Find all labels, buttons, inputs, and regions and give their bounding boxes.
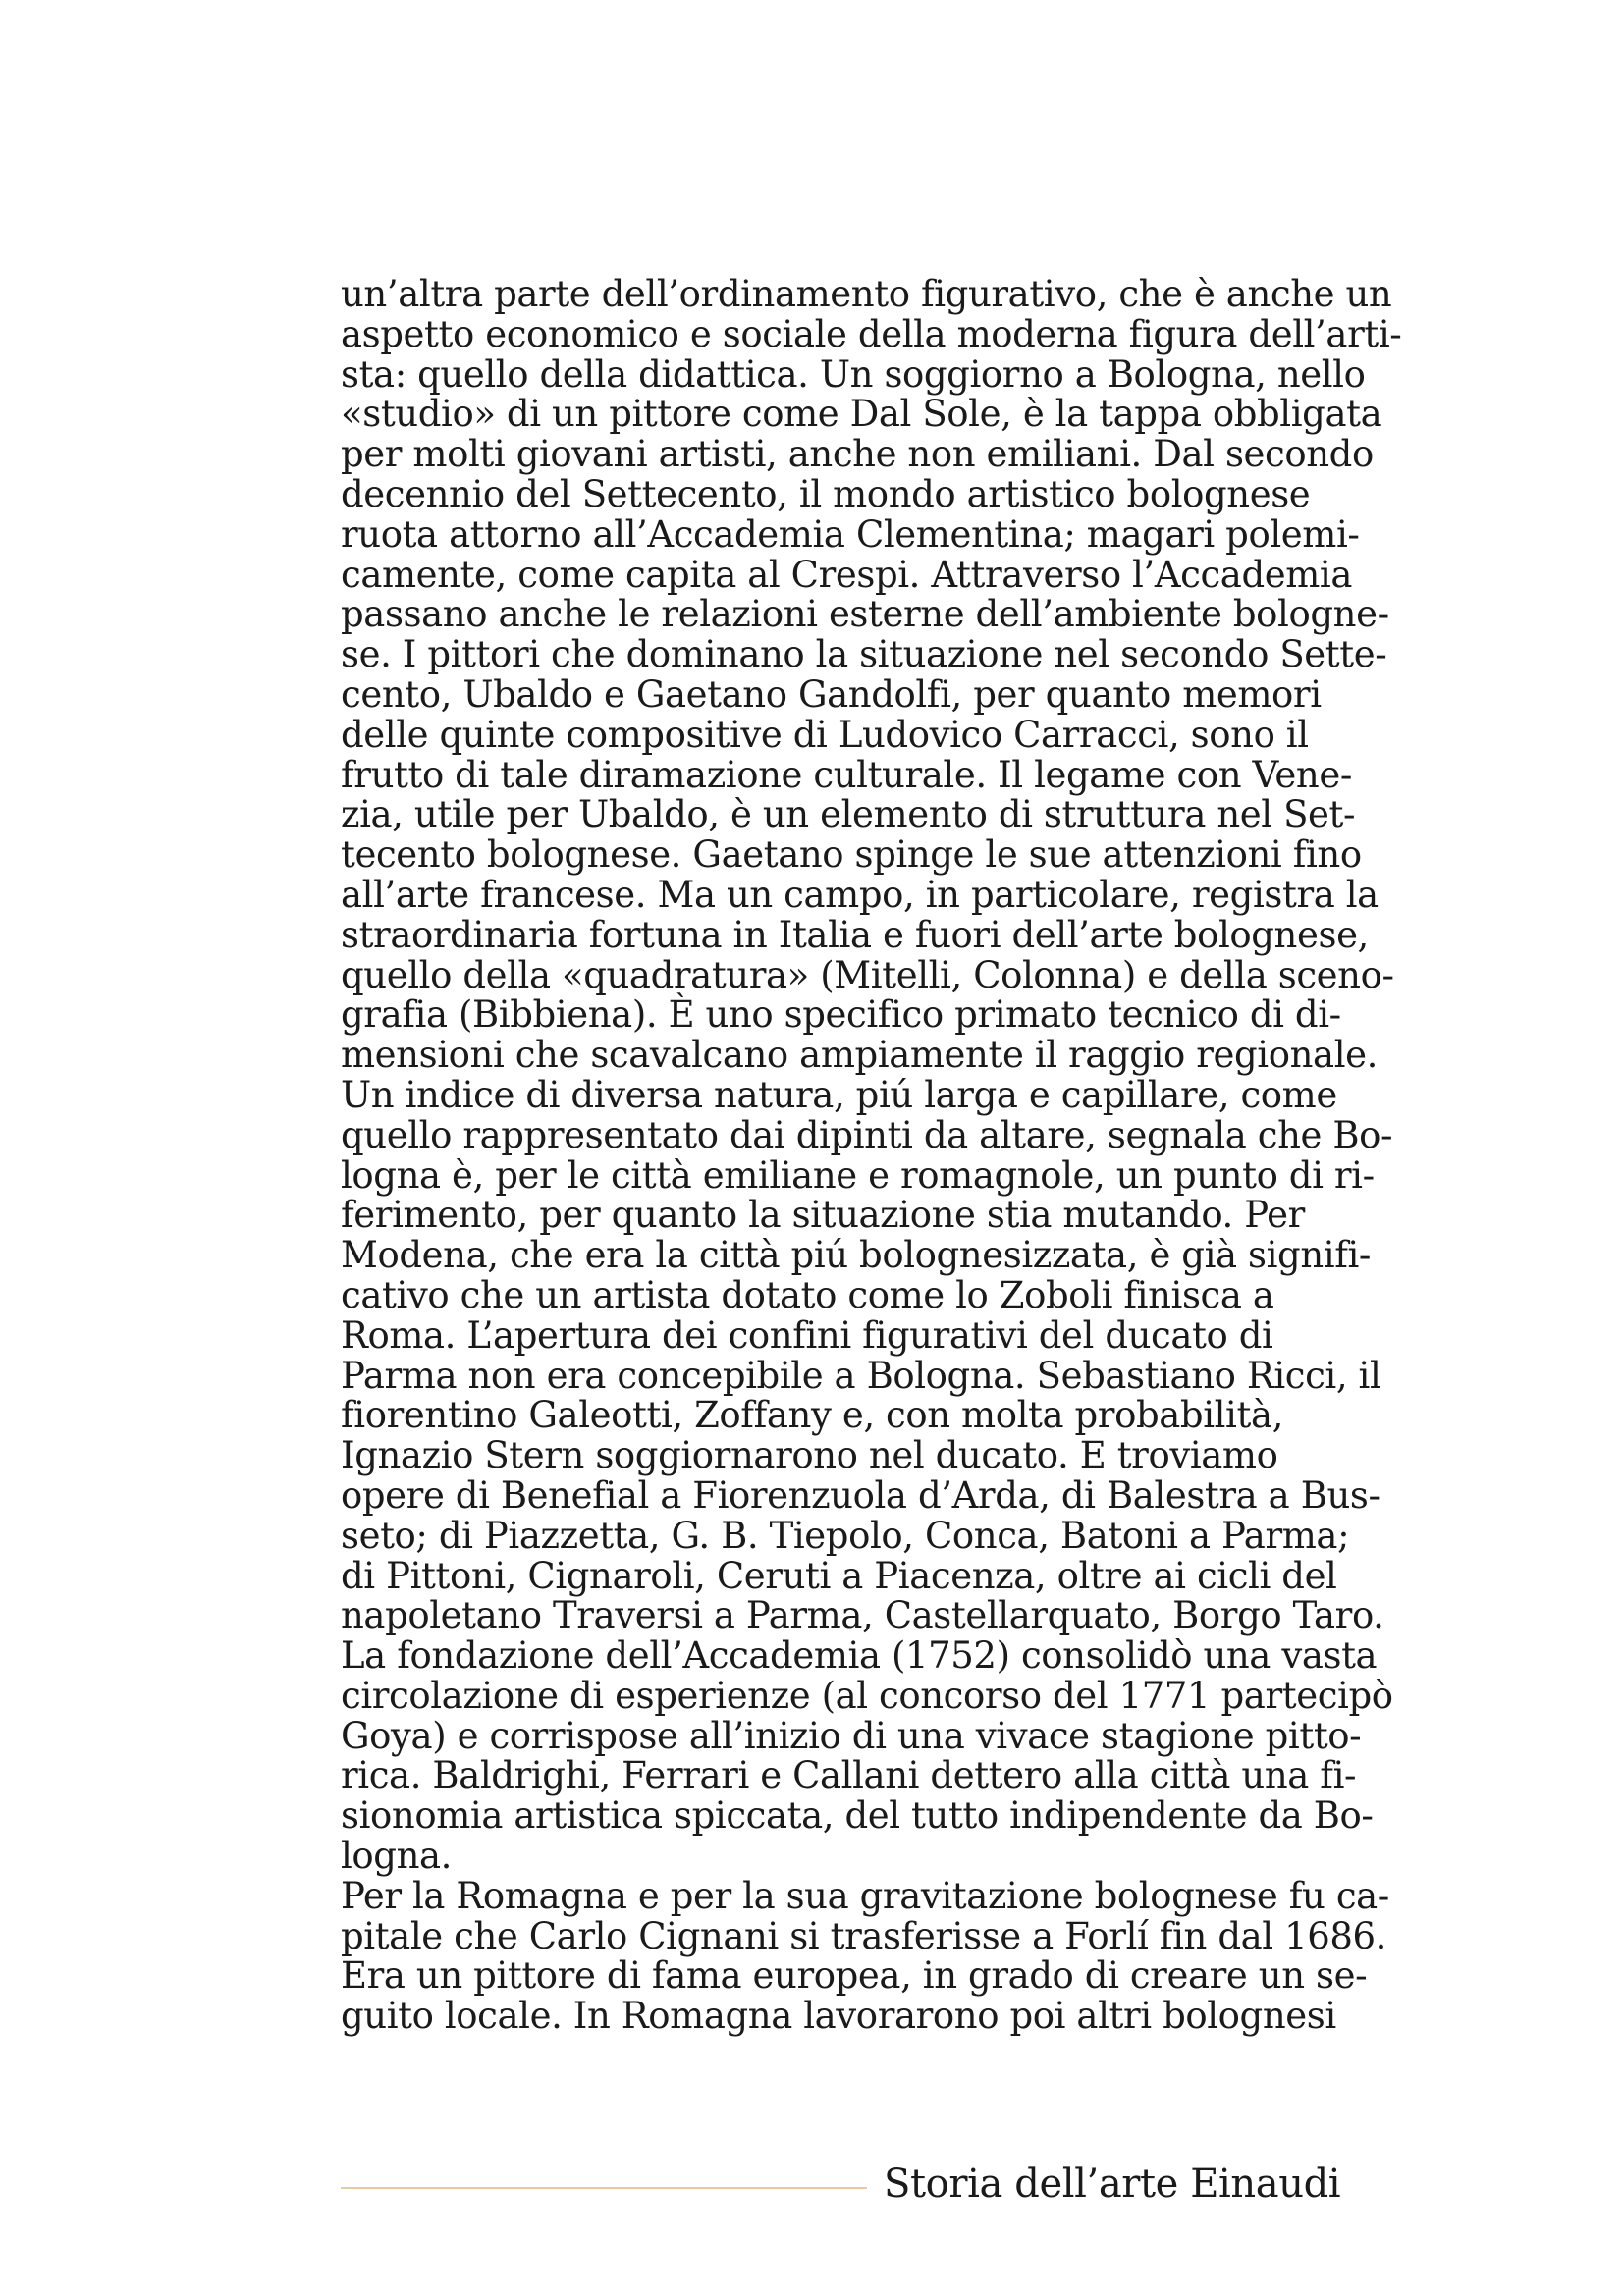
text-line: Parma non era concepibile a Bologna. Sebastiano Ricci, il [341,1354,1381,1397]
text-line: Un indice di diversa natura, piú larga e capillare, come [341,1073,1337,1116]
text-line: sta: quello della didattica. Un soggiorno a Bologna, nello [341,352,1366,396]
text-line: mensioni che scavalcano ampiamente il raggio regionale. [341,1034,1378,1077]
text-line: se. I pittori che dominano la situazione nel secondo Sette- [341,633,1387,676]
text-line: frutto di tale diramazione culturale. Il legame con Vene- [341,753,1352,796]
text-line: Roma. L’apertura dei confini figurativi del ducato di [341,1313,1273,1357]
text-line: aspetto economico e sociale della moderna figura dell’arti- [341,312,1402,355]
text-line: Ignazio Stern soggiornarono nel ducato. E troviamo [341,1434,1278,1477]
text-line: decennio del Settecento, il mondo artistico bolognese [341,472,1311,515]
text-line: Goya) e corrispose all’inizio di una vivace stagione pitto- [341,1714,1362,1757]
text-line: guito locale. In Romagna lavorarono poi altri bolognesi [341,1995,1336,2038]
text-line: zia, utile per Ubaldo, è un elemento di struttura nel Set- [341,793,1356,836]
text-line: logna. [341,1835,453,1878]
text-line: napoletano Traversi a Parma, Castellarquato, Borgo Taro. [341,1594,1384,1637]
text-line: quello rappresentato dai dipinti da altare, segnala che Bo- [341,1113,1393,1156]
text-line: ferimento, per quanto la situazione stia mutando. Per [341,1194,1305,1237]
text-line: circolazione di esperienze (al concorso del 1771 partecipò [341,1674,1393,1717]
text-line: quello della «quadratura» (Mitelli, Colonna) e della sceno- [341,953,1394,996]
text-line: un’altra parte dell’ordinamento figurativo, che è anche un [341,273,1392,315]
text-line: logna è, per le città emiliane e romagnole, un punto di ri- [341,1153,1375,1197]
text-line: opere di Benefial a Fiorenzuola d’Arda, di Balestra a Bus- [341,1473,1380,1517]
text-line: fiorentino Galeotti, Zoffany e, con molta probabilità, [341,1394,1283,1437]
text-line: Modena, che era la città piú bolognesizzata, è già signifi- [341,1234,1372,1277]
text-line: per molti giovani artisti, anche non emiliani. Dal secondo [341,433,1374,476]
footer-rule [341,2187,867,2189]
text-line: grafia (Bibbiena). È uno specifico primato tecnico di di- [341,993,1341,1037]
text-line: cento, Ubaldo e Gaetano Gandolfi, per quanto memori [341,672,1322,716]
text-line: camente, come capita al Crespi. Attraverso l’Accademia [341,553,1353,596]
text-line: passano anche le relazioni esterne dell’ambiente bologne- [341,593,1389,636]
text-line: ruota attorno all’Accademia Clementina; magari polemi- [341,512,1360,556]
text-line: all’arte francese. Ma un campo, in particolare, registra la [341,873,1379,916]
text-line: Per la Romagna e per la sua gravitazione bolognese fu ca- [341,1874,1389,1917]
text-line: Era un pittore di fama europea, in grado di creare un se- [341,1954,1368,1998]
text-line: tecento bolognese. Gaetano spinge le sue attenzioni fino [341,833,1362,877]
text-line: pitale che Carlo Cignani si trasferisse a Forlí fin dal 1686. [341,1914,1386,1957]
text-line: cativo che un artista dotato come lo Zoboli finisca a [341,1273,1274,1316]
text-line: La fondazione dell’Accademia (1752) consolidò una vasta [341,1634,1378,1678]
footer-title: Storia dell’arte Einaudi [884,2162,1341,2207]
text-line: di Pittoni, Cignaroli, Ceruti a Piacenza, oltre ai cicli del [341,1554,1337,1597]
text-line: sionomia artistica spiccata, del tutto indipendente da Bo- [341,1794,1374,1838]
text-line: seto; di Piazzetta, G. B. Tiepolo, Conca, Batoni a Parma; [341,1514,1350,1557]
text-line: delle quinte compositive di Ludovico Carracci, sono il [341,713,1309,756]
text-line: straordinaria fortuna in Italia e fuori dell’arte bolognese, [341,913,1369,956]
text-line: rica. Baldrighi, Ferrari e Callani dettero alla città una fi- [341,1754,1357,1797]
text-line: «studio» di un pittore come Dal Sole, è la tappa obbligata [341,393,1382,436]
body-text [341,273,1402,2038]
